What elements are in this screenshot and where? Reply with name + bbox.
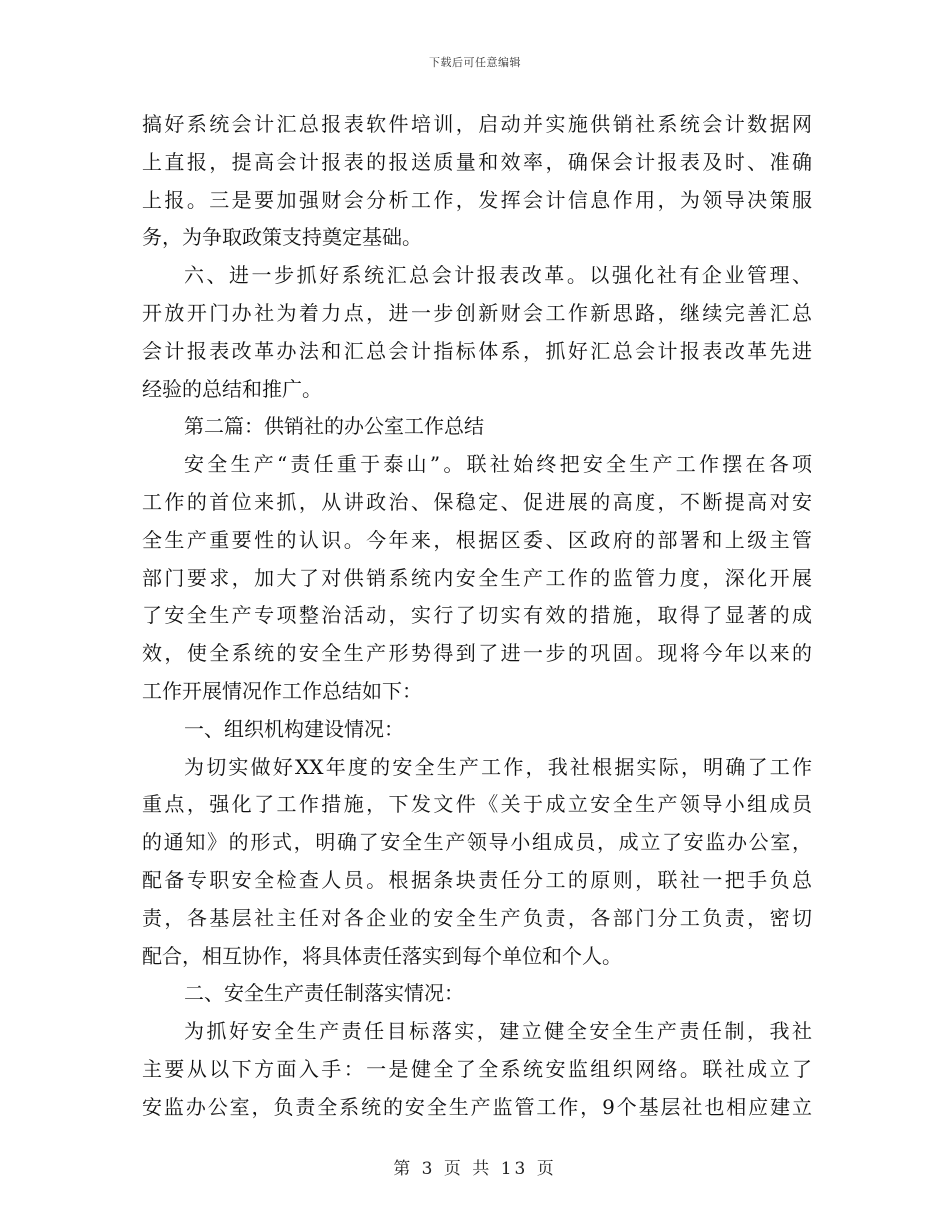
paragraph	[142, 106, 812, 257]
text-line: 二、安全生产责任制落实情况：	[184, 981, 464, 1006]
text-line: 工作开展情况作工作总结如下：	[142, 678, 422, 703]
text-line: 经验的总结和推广。	[142, 376, 322, 401]
paragraph	[142, 1013, 812, 1126]
text-line: 为抓好安全生产责任目标落实，建立健全安全生产责任制，我社	[184, 1019, 812, 1044]
text-line: 效，使全系统的安全生产形势得到了进一步的巩固。现将今年以来的	[142, 641, 812, 666]
text-line: 开放开门办社为着力点，进一步创新财会工作新思路，继续完善汇总	[142, 300, 812, 325]
text-line: 配备专职安全检查人员。根据条块责任分工的原则，联社一把手负总	[142, 867, 812, 892]
text-line: 六、进一步抓好系统汇总会计报表改革。以强化社有企业管理、	[184, 263, 812, 288]
text-line: 全生产重要性的认识。今年来，根据区委、区政府的部署和上级主管	[142, 527, 812, 552]
text-line: 重点，强化了工作措施，下发文件《关于成立安全生产领导小组成员	[142, 792, 812, 817]
paragraph	[142, 408, 812, 446]
text-line: 上直报，提高会计报表的报送质量和效率，确保会计报表及时、准确	[142, 149, 812, 174]
paragraph	[142, 749, 812, 976]
text-line: 的通知》的形式，明确了安全生产领导小组成员，成立了安监办公室，	[142, 830, 812, 855]
text-line: 会计报表改革办法和汇总会计指标体系，抓好汇总会计报表改革先进	[142, 338, 812, 363]
text-line: 责，各基层社主任对各企业的安全生产负责，各部门分工负责，密切	[142, 905, 812, 930]
text-line: 工作的首位来抓，从讲政治、保稳定、促进展的高度，不断提高对安	[142, 489, 812, 514]
text-line: 安全生产“责任重于泰山”。联社始终把安全生产工作摆在各项	[184, 452, 812, 477]
text-line: 上报。三是要加强财会分析工作，发挥会计信息作用，为领导决策服	[142, 187, 812, 212]
text-line: 一、组织机构建设情况：	[184, 716, 404, 741]
text-line: 务，为争取政策支持奠定基础。	[142, 225, 422, 250]
paragraph	[142, 257, 812, 408]
text-line: 部门要求，加大了对供销系统内安全生产工作的监管力度，深化开展	[142, 565, 812, 590]
paragraph	[142, 446, 812, 711]
text-line: 了安全生产专项整治活动，实行了切实有效的措施，取得了显著的成	[142, 603, 812, 628]
page-footer: 第 3 页 共 13 页	[393, 1159, 557, 1179]
paragraph	[142, 975, 812, 1013]
text-line: 配合，相互协作，将具体责任落实到每个单位和个人。	[142, 943, 622, 968]
text-line: 搞好系统会计汇总报表软件培训，启动并实施供销社系统会计数据网	[142, 112, 812, 136]
page-header: 下载后可任意编辑	[429, 56, 521, 69]
text-line: 为切实做好XX年度的安全生产工作，我社根据实际，明确了工作	[184, 754, 812, 779]
text-line: 主要从以下方面入手：一是健全了全系统安监组织网络。联社成立了	[142, 1056, 812, 1081]
document-body	[142, 106, 812, 1127]
text-line: 安监办公室，负责全系统的安全生产监管工作，9个基层社也相应建立	[142, 1094, 812, 1119]
text-line: 第二篇：供销社的办公室工作总结	[184, 414, 484, 439]
paragraph	[142, 711, 812, 749]
